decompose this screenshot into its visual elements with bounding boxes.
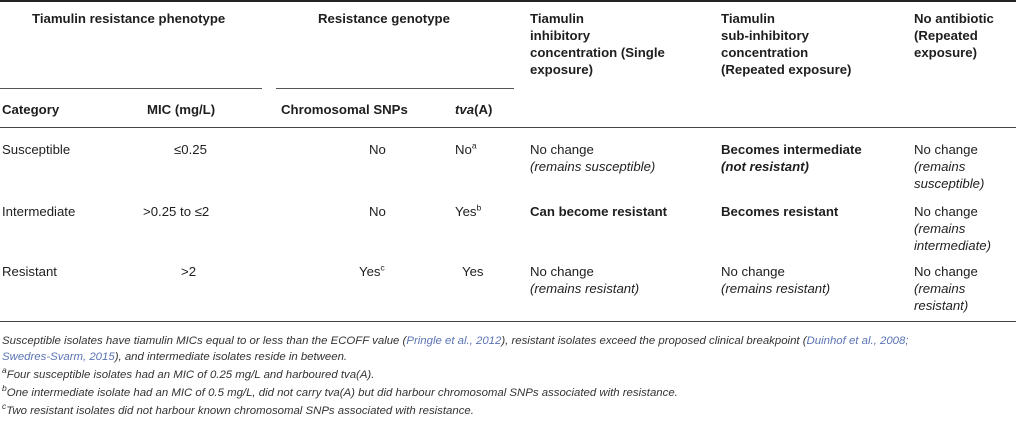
row1-mic: ≤0.25 — [174, 142, 207, 157]
row2-tva: Yes$^b$ — [455, 202, 482, 219]
subheader-snps: Chromosomal SNPs — [281, 102, 408, 117]
row1-category: Susceptible — [2, 142, 71, 157]
header-phenotype: Tiamulin resistance phenotype — [32, 11, 226, 26]
row3-tva: Yes — [462, 264, 484, 279]
header-bottom-rule — [0, 127, 1016, 128]
row3-inhibitory: No change (remains resistant) — [530, 264, 640, 296]
row1-tva: No$^a$ — [455, 140, 477, 157]
header-genotype: Resistance genotype — [318, 11, 450, 26]
row2-mic: >0.25 to ≤2 — [143, 204, 210, 219]
tva-suffix: (A) — [474, 102, 493, 117]
row2-noantibiotic: No change (remains intermediate) — [914, 204, 991, 253]
footnote-main-line2: Swedres-Svarm, 2015), and intermediate isolates reside in between. — [2, 351, 348, 363]
row1-subinhibitory: Becomes intermediate (not resistant) — [721, 142, 862, 174]
citation-link-pringle[interactable]: Pringle et al., 2012 — [406, 335, 502, 347]
row3-mic: >2 — [181, 264, 197, 279]
subheader-category: Category — [2, 102, 60, 117]
phenotype-underline — [0, 88, 262, 89]
citation-link-swedres[interactable]: Swedres-Svarm, 2015 — [2, 351, 115, 363]
row1-noantibiotic: No change (remains susceptible) — [914, 142, 985, 191]
table-top-rule — [0, 0, 1016, 2]
table-bottom-rule — [0, 321, 1016, 322]
header-subinhibitory: Tiamulin sub-inhibitory concentration (Repeated exposure) — [721, 11, 852, 77]
footnote-a: $^a$Four susceptible isolates had an MIC of 0.25 mg/L and harboured tva(A). — [2, 365, 375, 381]
row3-subinhibitory: No change (remains resistant) — [721, 264, 831, 296]
subheader-mic: MIC (mg/L) — [147, 102, 216, 117]
header-inhibitory: Tiamulin inhibitory concentration (Single exposure) — [530, 11, 665, 77]
row3-noantibiotic: No change (remains resistant) — [914, 264, 978, 313]
subheader-tva — [455, 101, 492, 118]
footnote-b: $^b$One intermediate isolate had an MIC of 0.5 mg/L, did not carry tva(A) but did harbour chromosomal SNPs associated with resistance. — [2, 383, 678, 399]
row1-inhibitory: No change (remains susceptible) — [530, 142, 656, 174]
row3-snps: Yes$^c$ — [359, 262, 385, 279]
footnote-main-line1: Susceptible isolates have tiamulin MICs equal to or less than the ECOFF value (Pringle et al., 2012), resistant isolates exceed the proposed clinical breakpoint (Duinhof et al., 2008; — [2, 335, 909, 347]
header-noantibiotic: No antibiotic (Repeated exposure) — [914, 11, 994, 60]
row2-snps: No — [369, 204, 386, 219]
row2-inhibitory: Can become resistant — [530, 204, 668, 219]
citation-link-duinhof[interactable]: Duinhof et al., 2008; — [806, 335, 909, 347]
row3-category: Resistant — [2, 264, 57, 279]
footnote-c: $^c$Two resistant isolates did not harbour known chromosomal SNPs associated with resistance. — [2, 401, 474, 417]
genotype-underline — [276, 88, 514, 89]
row2-category: Intermediate — [2, 204, 76, 219]
row1-snps: No — [369, 142, 386, 157]
row2-subinhibitory: Becomes resistant — [721, 204, 839, 219]
tva-italic: tva — [455, 102, 475, 117]
